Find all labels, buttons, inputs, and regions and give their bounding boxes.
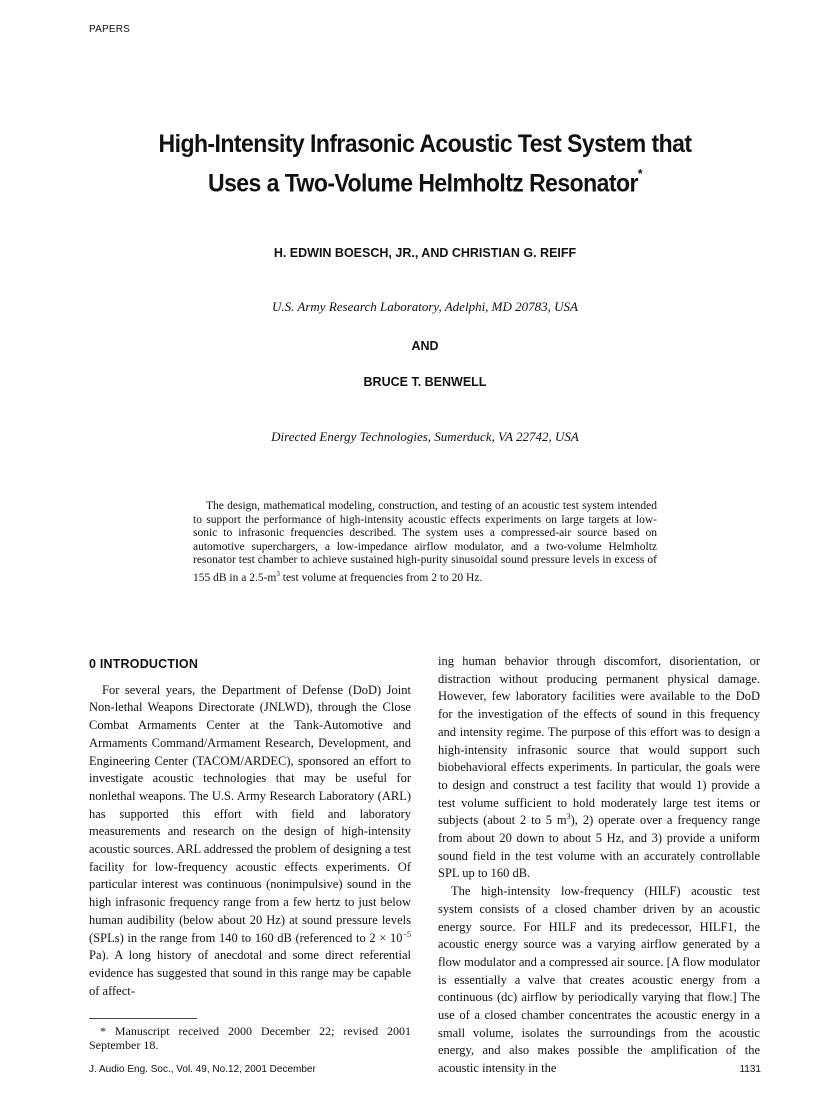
- paragraph-continued: [438, 653, 760, 883]
- exponent: 3: [566, 812, 571, 822]
- author-conjunction: AND: [411, 339, 439, 353]
- abstract-text-end: test volume at frequencies from 2 to 20 Hz.: [279, 571, 483, 584]
- title-footnote-mark: *: [637, 166, 642, 181]
- paragraph-text: ing human behavior through discomfort, disorientation, or distraction without producing permanent physical damage. However, few laboratory facilities were available to the DoD for the investigation of the effects of sound in this frequency and intensity regime. The purpose of this effort was to design a high-intensity infrasonic source that would support such biobehavioral effects experiments. In particular, the goals were to design and construct a test facility that would 1) provide a test volume sufficient to hold moderately large test items or subjects (about 2 to 5 m: [438, 654, 760, 828]
- paragraph-text: For several years, the Department of Defense (DoD) Joint Non-lethal Weapons Directorate (JNLWD), through the Close Combat Armaments Center at the Tank-Automotive and Armaments Command/Armament Research, Development, and Engineering Center (TACOM/ARDEC), sponsored an effort to investigate acoustic technologies that may be useful for nonlethal weapons. The U.S. Army Research Laboratory (ARL) has supported this effort with field and laboratory measurements and research on the design of high-intensity acoustic sources. ARL addressed the problem of designing a test facility for low-frequency acoustic effects experiments. Of particular interest was continuous (nonimpulsive) sound in the high infrasonic frequency range from a few hertz to just below human audibility (below about 20 Hz) at sound pressure levels (SPLs) in the range from 140 to 160 dB (referenced to 2 × 10: [89, 682, 411, 945]
- abstract: [193, 500, 657, 585]
- title-line-1: High-Intensity Infrasonic Acoustic Test System that: [158, 130, 692, 158]
- author-group-2: BRUCE T. BENWELL: [363, 375, 487, 389]
- running-head: PAPERS: [89, 24, 131, 35]
- title-line-2: [89, 161, 761, 200]
- abstract-text: The design, mathematical modeling, construction, and testing of an acoustic test system intended to support the performance of high-intensity acoustic effects experiments on large targets at low-sonic to infrasonic frequencies described. The system uses a compressed-air source based on automotive superchargers, a low-impedance airflow modulator, and a two-volume Helmholtz resonator test chamber to achieve sustained high-purity sinusoidal sound pressure levels in excess of 155 dB in a 2.5-m: [193, 500, 657, 584]
- section-heading: 0 INTRODUCTION: [89, 657, 199, 671]
- left-column: [89, 653, 411, 1000]
- right-column: [438, 653, 760, 1078]
- paragraph: [89, 682, 411, 1001]
- paper-title: [89, 128, 761, 200]
- footnote: * Manuscript received 2000 December 22; revised 2001 September 18.: [89, 1024, 411, 1052]
- paragraph-text-end: Pa). A long history of anecdotal and some direct referential evidence has suggested that sound in this range may be capable of affect-: [89, 948, 411, 998]
- title-line-2-text: Uses a Two-Volume Helmholtz Resonator: [208, 169, 638, 198]
- abstract-superscript: 3: [276, 569, 280, 578]
- page-number: 1131: [739, 1064, 761, 1075]
- exponent: −5: [402, 929, 411, 939]
- journal-citation: J. Audio Eng. Soc., Vol. 49, No.12, 2001 December: [89, 1064, 316, 1075]
- footnote-rule: [89, 1018, 197, 1019]
- author-group-1: H. EDWIN BOESCH, JR., AND CHRISTIAN G. REIFF: [273, 246, 577, 260]
- affiliation-2: Directed Energy Technologies, Sumerduck, VA 22742, USA: [271, 429, 579, 444]
- affiliation-1: U.S. Army Research Laboratory, Adelphi, MD 20783, USA: [272, 299, 578, 314]
- paragraph: The high-intensity low-frequency (HILF) acoustic test system consists of a closed chamber driven by an acoustic energy source. For HILF and its predecessor, HILF1, the acoustic energy source was a varying airflow generated by a flow modulator and a compressed air source. [A flow modulator is essentially a valve that creates acoustic energy from a continuous (dc) airflow by periodically varying that flow.] The use of a closed chamber concentrates the acoustic energy in a small volume, isolates the surroundings from the acoustic energy, and also makes possible the amplification of the acoustic intensity in the: [438, 884, 760, 1076]
- paragraph-text-end: ), 2) operate over a frequency range from about 20 down to about 5 Hz, and 3) provide a uniform sound field in the test volume with an accurately controllable SPL up to 160 dB.: [438, 813, 760, 881]
